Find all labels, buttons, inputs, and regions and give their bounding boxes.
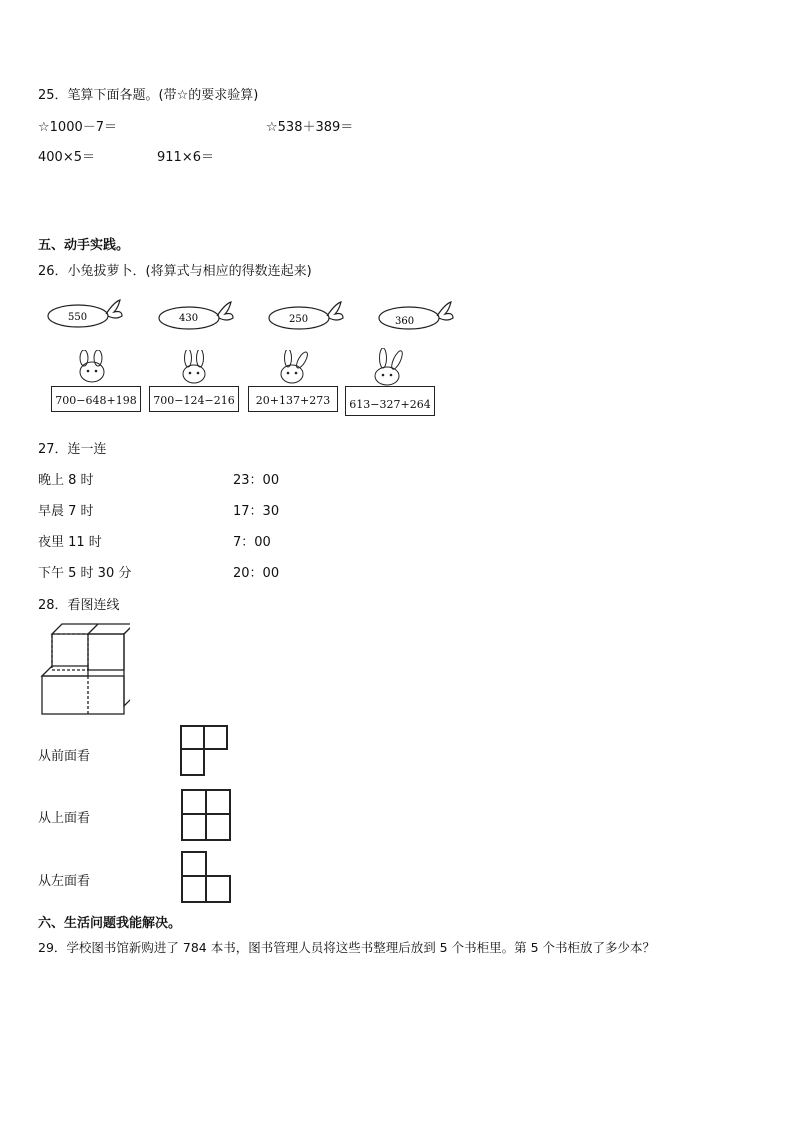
q29-title: 29．学校图书馆新购进了 784 本书，图书管理人员将这些书整理后放到 5 个书柜里。第 5 个书柜放了多少本？ <box>38 940 656 955</box>
q26-title: 26．小兔拔萝卜．(将算式与相应的得数连起来) <box>38 264 312 279</box>
q27-left-2[interactable]: 早晨 7 时 <box>38 504 94 519</box>
expression-box-3[interactable] <box>248 386 338 412</box>
expression-label-2: 700−124−216 <box>153 394 235 407</box>
q27-left-1[interactable]: 晚上 8 时 <box>38 473 94 488</box>
q25-item-1: ☆1000－7＝ <box>38 120 118 135</box>
q25-item-2: ☆538＋389＝ <box>266 120 354 135</box>
expression-label-4: 613−327+264 <box>349 398 431 411</box>
rabbit-icon <box>70 350 120 386</box>
section5-title: 五、动手实践。 <box>38 238 130 253</box>
view-top-label[interactable]: 从上面看 <box>38 811 91 826</box>
expression-box-1[interactable] <box>51 386 141 412</box>
q27-right-4[interactable]: 20：00 <box>233 566 280 581</box>
expression-label-1: 700−648+198 <box>55 394 137 407</box>
q25-item-3: 400×5＝ <box>38 150 95 165</box>
q28-title: 28．看图连线 <box>38 598 120 613</box>
expression-box-4[interactable] <box>345 386 435 416</box>
view-left-label[interactable]: 从左面看 <box>38 874 91 889</box>
expression-box-2[interactable] <box>149 386 239 412</box>
q27-right-1[interactable]: 23：00 <box>233 473 280 488</box>
carrot-4 <box>375 292 455 338</box>
carrot-label-3: 250 <box>289 314 309 325</box>
cube-figure <box>38 620 130 716</box>
carrot-label-4: 360 <box>395 316 415 327</box>
rabbit-icon <box>172 350 222 386</box>
q27-left-3[interactable]: 夜里 11 时 <box>38 535 102 550</box>
section6-title: 六、生活问题我能解决。 <box>38 916 182 931</box>
carrot-1 <box>44 290 124 336</box>
view-shape-top[interactable] <box>180 788 232 842</box>
q27-right-3[interactable]: 7：00 <box>233 535 271 550</box>
carrot-3 <box>265 292 345 338</box>
q25-title: 25．笔算下面各题。(带☆的要求验算) <box>38 88 259 103</box>
view-shape-left[interactable] <box>180 850 232 904</box>
carrot-2 <box>155 292 235 338</box>
q27-title: 27．连一连 <box>38 442 107 457</box>
q27-left-4[interactable]: 下午 5 时 30 分 <box>38 566 132 581</box>
view-front-label[interactable]: 从前面看 <box>38 749 91 764</box>
q25-item-4: 911×6＝ <box>157 150 214 165</box>
carrot-label-1: 550 <box>68 312 88 323</box>
q27-right-2[interactable]: 17：30 <box>233 504 280 519</box>
rabbit-icon <box>365 348 415 388</box>
carrot-label-2: 430 <box>179 313 199 324</box>
view-shape-front[interactable] <box>180 725 230 777</box>
rabbit-icon <box>272 350 322 386</box>
expression-label-3: 20+137+273 <box>255 394 331 407</box>
